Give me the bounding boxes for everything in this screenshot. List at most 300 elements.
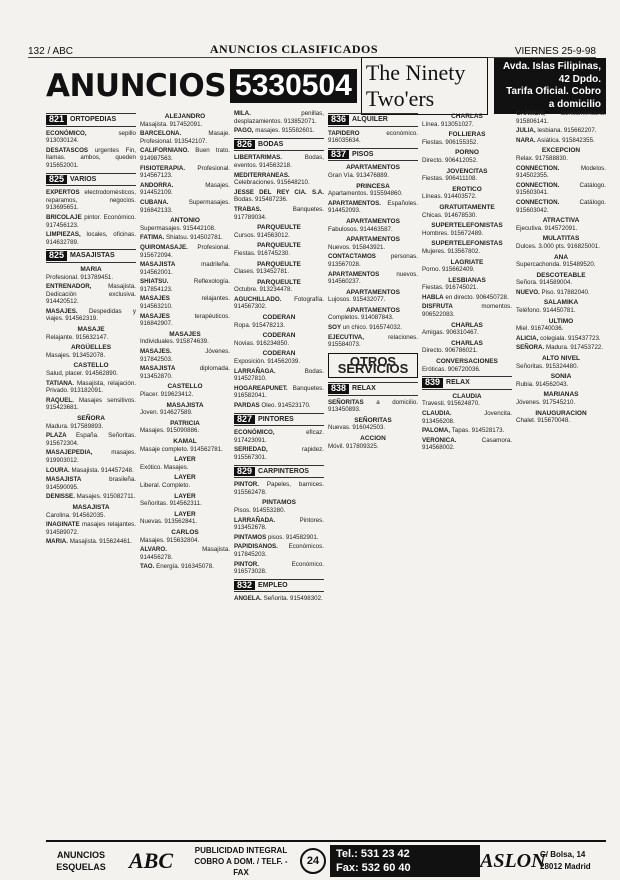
- ad-heading: PORNO: [455, 149, 479, 157]
- ad-text: Masajista. Dedicación exclusiva. 914420512.: [46, 283, 136, 306]
- ad-text: Pintores. 913452678.: [234, 516, 324, 532]
- ad-heading: ANA: [553, 253, 569, 261]
- ad-text: electrodomésticos, reparamos, negocios. 913695651.: [46, 189, 136, 212]
- ad-text: Papeles, barnices. 915562478.: [234, 481, 324, 496]
- ad-text: Eróticas. 906720036.: [422, 365, 481, 373]
- classified-ad: [422, 427, 512, 435]
- classified-ad: [46, 432, 136, 447]
- classified-ad: [234, 250, 324, 258]
- ad-lead: QUIROMASAJE.: [140, 243, 188, 251]
- ad-lead: CONNECTION.: [516, 198, 560, 206]
- classified-ad: [328, 334, 418, 349]
- ad-text: Exótico. Masajes.: [140, 463, 189, 471]
- ad-lead: MASAJES: [140, 295, 170, 303]
- classified-ad: [140, 338, 230, 346]
- ad-lead: VERONICA.: [422, 436, 457, 444]
- ad-text: momentos. 906522083.: [422, 303, 512, 319]
- ad-lead: ALVARO.: [140, 546, 167, 554]
- ad-text: masajes relajantes. 914589072.: [46, 521, 136, 536]
- classified-ad: [46, 467, 136, 475]
- ad-text: Fiestas. 916745230.: [234, 249, 291, 257]
- ad-lead: LIMPIEZAS,: [46, 231, 81, 239]
- ad-text: a domicilio. 913450893.: [328, 398, 418, 414]
- ad-text: relaciones. 915584073.: [328, 333, 418, 349]
- footer-fax: Fax: 532 60 40: [336, 862, 411, 874]
- ad-lead: TAO.: [140, 563, 155, 571]
- ad-text: Piso. 917882040.: [541, 288, 590, 296]
- ad-lead: CARMEN,: [516, 110, 545, 117]
- ad-lead: CONNECTION.: [516, 181, 560, 189]
- section-number: 826: [234, 140, 255, 150]
- ad-text: Oleo. 914523170.: [261, 402, 311, 409]
- ad-text: Profesional. 914567123.: [140, 164, 230, 180]
- ad-text: Buen trato. 914987563.: [140, 147, 230, 162]
- ad-text: Fiestas. 906155352.: [422, 138, 479, 146]
- classified-ad: [234, 286, 324, 294]
- ad-text: terapéuticos. 916842907.: [140, 312, 230, 328]
- ad-heading: LAYER: [174, 456, 196, 464]
- classified-ad: [516, 325, 606, 333]
- ad-lead: CUBANA.: [140, 198, 169, 206]
- ad-text: Móvil. 917809325.: [328, 442, 379, 450]
- ad-text: Amigas. 906310467.: [422, 329, 479, 337]
- classified-ad: [328, 424, 418, 432]
- ad-text: Ropa. 915478213.: [234, 321, 285, 329]
- ad-text: Gran Vía. 913476889.: [328, 171, 389, 179]
- ad-text: Madura. 917589893.: [46, 422, 104, 430]
- classified-ad: [46, 397, 136, 412]
- ad-text: Masajes. 915632804.: [140, 536, 200, 544]
- ad-text: en directo. 906450728.: [445, 293, 509, 301]
- ad-text: Supermasajes. 916842133.: [140, 198, 230, 214]
- ad-lead: MASAJES.: [140, 348, 172, 356]
- section-number: 825: [46, 251, 67, 261]
- classified-ad: [516, 363, 606, 371]
- ad-lead: APARTAMENTOS: [328, 270, 380, 278]
- ad-text: Línea. 913051027.: [422, 120, 474, 128]
- classified-ad: [140, 427, 230, 435]
- ad-text: Catálogo. 915603041.: [516, 181, 606, 197]
- classified-ad: [516, 335, 606, 343]
- ad-lead: SOY: [328, 324, 342, 332]
- ad-text: colegiala. 915437723.: [540, 334, 601, 342]
- classified-ad: [328, 253, 418, 268]
- classified-ad: [46, 380, 136, 395]
- anuncios-title: ANUNCIOS: [46, 67, 227, 104]
- ad-lead: MASAJISTA: [140, 261, 176, 269]
- ad-text: Banquetes. 916582041.: [234, 384, 324, 400]
- ad-text: nuevos. 914560237.: [328, 270, 418, 286]
- abc-logo: ABC: [128, 848, 174, 873]
- section-name: PISOS: [352, 150, 374, 158]
- ad-heading: ALTO NIVEL: [541, 355, 581, 363]
- ad-text: Fiestas. 906411108.: [422, 175, 478, 183]
- ad-text: Profesional. 915672094.: [140, 243, 230, 259]
- classified-ad: [516, 137, 606, 145]
- ad-lead: FISIOTERAPIA.: [140, 164, 186, 172]
- ad-text: Masajista. 917452091.: [140, 120, 203, 128]
- ad-heading: PARQUEULTE: [257, 260, 301, 268]
- ad-text: Salud, placer. 914562890.: [46, 370, 118, 378]
- classified-ad: [46, 449, 136, 464]
- section-header: [234, 413, 324, 427]
- classified-ad: [516, 307, 606, 315]
- ad-heading: PARQUEULTE: [257, 224, 301, 232]
- ad-heading: CHARLAS: [451, 113, 483, 120]
- ad-text: Masajista. 914457248.: [71, 466, 134, 474]
- ad-lead: DISFRUTA: [422, 303, 453, 311]
- ad-text: Supermasajes. 915442108.: [140, 224, 216, 232]
- ad-heading: SUPERTELEFONISTAS: [431, 240, 503, 248]
- footer-publicidad: [186, 845, 296, 878]
- classified-ad: [328, 443, 418, 451]
- ad-heading: CARLOS: [171, 528, 199, 536]
- ad-lead: INAGINATE: [46, 521, 80, 529]
- ad-text: latinoamericana. 915806141.: [516, 110, 606, 125]
- column-5: [422, 110, 512, 835]
- classified-ad: [140, 130, 230, 145]
- classified-ad: [46, 521, 136, 536]
- ad-lead: JULIA,: [516, 127, 536, 135]
- classified-ad: [328, 244, 418, 252]
- ad-lead: MILA.: [234, 110, 251, 117]
- ad-text: Dulces. 3.000 pts. 916825001.: [516, 242, 600, 250]
- classified-ad: [234, 429, 324, 444]
- ad-text: Masaje. Profesional. 913542107.: [140, 130, 230, 145]
- classified-ad: [140, 464, 230, 472]
- classified-ad: [140, 446, 230, 454]
- section-header: [234, 138, 324, 152]
- section-name: RELAX: [446, 379, 470, 387]
- classified-ad: [140, 182, 230, 197]
- section-number: 821: [46, 115, 67, 125]
- ad-heading: ATRACTIVA: [542, 217, 580, 225]
- ad-lead: TATIANA.: [46, 379, 74, 387]
- ad-text: Directo. 906412052.: [422, 156, 478, 164]
- classified-ad: [516, 261, 606, 269]
- classified-ad: [422, 303, 512, 318]
- ad-text: masajes. 915582601.: [255, 127, 315, 135]
- ad-heading: APARTAMENTOS: [346, 164, 400, 172]
- ad-heading: MULATITAS: [542, 235, 580, 243]
- ad-text: madrileña. 914562001.: [140, 261, 230, 276]
- ad-text: Mujeres. 913567802.: [422, 247, 481, 255]
- ad-text: Celebraciones. 915648210.: [234, 179, 310, 187]
- ad-text: Señorita. 915498302.: [263, 595, 323, 603]
- ad-lead: APARTAMENTOS.: [328, 199, 381, 207]
- ad-heading: PRINCESA: [356, 182, 390, 190]
- ad-text: Señora. 914589004.: [516, 279, 573, 287]
- classified-ad: [140, 482, 230, 490]
- classified-ad: [140, 121, 230, 129]
- classified-ad: [516, 344, 606, 352]
- classified-ad: [140, 518, 230, 526]
- ad-lead: PALOMA,: [422, 427, 451, 435]
- ad-lead: EJECUTIVA,: [328, 333, 364, 341]
- classified-ad: [422, 175, 512, 183]
- ad-heading: CODERAN: [262, 350, 296, 358]
- ad-text: Supercachonda. 915489520.: [516, 261, 596, 269]
- ad-text: Apartamentos. 915594860.: [328, 190, 403, 198]
- classified-ad: [516, 279, 606, 287]
- otros-servicios-box: OTROS SERVICIOS: [328, 353, 418, 378]
- section-number: 827: [234, 415, 255, 425]
- page-header: [28, 44, 596, 58]
- ad-text: masajes. 919903012.: [46, 449, 136, 464]
- ad-text: diplomada. 913452870.: [140, 365, 230, 380]
- footer-esquelas: ESQUELAS: [56, 862, 106, 872]
- ad-lead: MARIA.: [46, 538, 68, 546]
- ad-lead: PINTOR.: [234, 560, 259, 568]
- ad-text: Reflexología. 917854123.: [140, 278, 230, 293]
- ad-text: Carolina. 914562035.: [46, 511, 106, 519]
- ad-heading: APARTAMENTOS: [346, 288, 400, 296]
- column-3: [234, 110, 324, 835]
- ad-text: rapidez. 915567301.: [234, 446, 324, 461]
- classified-ad: [328, 314, 418, 322]
- classified-ad: [422, 139, 512, 147]
- classified-ad: [234, 358, 324, 366]
- classified-ad: [46, 189, 136, 212]
- ad-text: Bodas. 914527810.: [234, 367, 324, 383]
- ad-text: urgentes Fin, llamas. ambos, queden 915652001.: [46, 146, 136, 169]
- ad-text: Ejecutiva. 914572091.: [516, 224, 578, 232]
- ad-heading: SALAMIKA: [543, 299, 579, 307]
- classified-ad: [140, 261, 230, 276]
- classified-ad: [422, 193, 512, 201]
- classified-ad: [234, 368, 324, 383]
- ad-text: brasileña. 914590095.: [46, 476, 136, 491]
- ad-text: Económicos. 917845203.: [234, 543, 324, 558]
- classified-ad: [46, 283, 136, 306]
- classified-ad: [234, 481, 324, 496]
- ad-heading: ARGÜELLES: [70, 344, 112, 352]
- classified-ad: [234, 561, 324, 576]
- classified-ad: [140, 365, 230, 380]
- classified-ad: [234, 534, 324, 542]
- ad-lead: EXPERTOS: [46, 189, 80, 197]
- section-header: [46, 249, 136, 263]
- classified-ad: [516, 127, 606, 135]
- address-box: [494, 58, 606, 114]
- section-number: 839: [422, 378, 443, 388]
- ad-lead: MASAJISTA: [46, 476, 82, 484]
- classified-ad: [234, 507, 324, 515]
- classified-ad: [516, 225, 606, 233]
- section-name: VARIOS: [70, 175, 97, 183]
- section-header: [234, 465, 324, 479]
- ad-heading: GRATUITAMENTE: [439, 203, 495, 211]
- ad-lead: MASAJISTA: [140, 365, 176, 373]
- classified-ad: [46, 334, 136, 342]
- ad-text: Fabulosos. 914463587.: [328, 225, 393, 233]
- ad-text: Jóvenes. 917545210.: [516, 399, 576, 406]
- ad-heading: CASTELLO: [73, 362, 109, 370]
- classified-ad: [46, 370, 136, 378]
- footer-ad: [46, 840, 606, 880]
- ad-text: Relax. 917588830.: [516, 154, 568, 162]
- classified-ad: [140, 244, 230, 259]
- classified-ad: [234, 110, 324, 125]
- classified-ad: [328, 271, 418, 286]
- ad-text: Exposición. 914562039.: [234, 358, 301, 366]
- ad-heading: PARQUEULTE: [257, 278, 301, 286]
- classified-ad: [46, 308, 136, 323]
- ad-heading: CODERAN: [262, 314, 296, 322]
- banner-phone: 5330504: [230, 69, 357, 103]
- ad-lead: ECONÓMICO,: [234, 429, 275, 437]
- ad-heading: MASAJES: [169, 330, 201, 338]
- ad-lead: FATIMA.: [140, 234, 165, 242]
- ad-lead: SHIATSU.: [140, 278, 169, 286]
- classified-ad: [140, 278, 230, 293]
- classified-ad: [422, 294, 512, 302]
- ad-text: Miel. 916740036.: [516, 325, 564, 333]
- classified-ad: [140, 165, 230, 180]
- ad-heading: DESCOTEABLE: [536, 271, 586, 279]
- ad-lead: RAQUEL.: [46, 396, 74, 404]
- ad-lead: BARCELONA.: [140, 130, 182, 138]
- ad-text: eficaz. 917423091.: [234, 429, 324, 444]
- classified-ad: [328, 226, 418, 234]
- classified-ad: [140, 225, 230, 233]
- ad-text: Masajista. 915624461.: [69, 538, 132, 546]
- classified-ad: [234, 127, 324, 135]
- section-header: [234, 579, 324, 593]
- page-number: 132 / ABC: [28, 46, 74, 57]
- ad-heading: LESBIANAS: [448, 276, 486, 284]
- classified-ad: [234, 296, 324, 311]
- ad-lead: PINTOR.: [234, 481, 259, 489]
- ad-heading: CODERAN: [262, 332, 296, 340]
- classified-ad: [516, 243, 606, 251]
- classified-ad: [516, 417, 606, 425]
- ad-lead: SEÑORITAS: [328, 398, 364, 406]
- classified-ad: [234, 206, 324, 221]
- section-header: [46, 113, 136, 127]
- section-number: 832: [234, 581, 255, 591]
- ad-text: Fotografía. 914567302.: [234, 295, 324, 311]
- classified-ad: [422, 212, 512, 220]
- ad-text: Despedidas y viajes. 914562319.: [46, 307, 136, 323]
- classified-ad: [140, 391, 230, 399]
- classified-ad: [46, 130, 136, 145]
- classified-ad: [422, 347, 512, 355]
- classified-ad: [234, 340, 324, 348]
- ad-lead: LIBERTARIMAS.: [234, 154, 283, 162]
- ad-text: Casamora. 914568002.: [422, 436, 512, 452]
- ad-text: sepillo 913030124.: [46, 129, 136, 145]
- classified-ad: [234, 385, 324, 400]
- ad-text: Cursos. 914563012.: [234, 231, 290, 239]
- column-1: [46, 110, 136, 835]
- classified-ad: [140, 409, 230, 417]
- ad-heading: LAYER: [174, 492, 196, 500]
- ad-text: Masajista, relajación. Privado. 913182091.: [46, 379, 136, 395]
- classified-ad: [422, 248, 512, 256]
- ad-lead: JESSE DEL REY CIA. S.A.: [234, 188, 324, 196]
- classified-ad: [422, 329, 512, 337]
- column-2: [140, 110, 230, 835]
- classified-ad: [328, 296, 418, 304]
- ad-text: Lujosos. 915432077.: [328, 296, 386, 304]
- ad-text: lesbiana. 915662207.: [537, 127, 597, 135]
- ad-text: Shiatsu. 914502781.: [166, 234, 223, 242]
- ad-heading: FOLLIERAS: [448, 131, 486, 139]
- issue-date: VIERNES 25-9-98: [514, 46, 596, 57]
- ad-lead: MASAJES.: [46, 307, 78, 315]
- ad-heading: INAUGURACION: [535, 409, 587, 417]
- ad-lead: MASAJEPEDIA,: [46, 449, 93, 457]
- section-header: [46, 173, 136, 187]
- ad-text: Nuevas. 913562841.: [140, 518, 198, 526]
- ad-text: Rubia. 914562043.: [516, 380, 569, 388]
- classified-ad: [516, 289, 606, 297]
- section-header: [328, 148, 418, 162]
- ad-lead: AGUCHILLADO.: [234, 295, 282, 303]
- ad-lead: MEDITERRANEAS.: [234, 171, 290, 179]
- cobro-domicilio: COBRO A DOM. / TELF. - FAX: [194, 856, 288, 877]
- classified-ad: [516, 155, 606, 163]
- ad-text: relajantes. 914563210.: [140, 295, 230, 311]
- ad-lead: NUEVO.: [516, 288, 540, 296]
- classified-ad: [46, 147, 136, 170]
- ad-heading: MASAJISTA: [166, 401, 204, 409]
- classified-ad: [46, 512, 136, 520]
- ad-text: Económico. 916573028.: [234, 560, 324, 576]
- classified-ad: [234, 232, 324, 240]
- section-header: [328, 113, 418, 127]
- aslon-logo: ASLON: [480, 849, 546, 872]
- ad-lead: TAPIDERO: [328, 129, 360, 137]
- classified-ad: [328, 130, 418, 145]
- classified-ad: [234, 517, 324, 532]
- ad-lead: ANGELA.: [234, 595, 262, 603]
- classified-ad: [422, 366, 512, 374]
- ad-heading: CHARLAS: [451, 321, 483, 329]
- classified-ad: [234, 402, 324, 410]
- ad-text: Directo. 906786021.: [422, 347, 478, 355]
- classified-ad: [516, 399, 606, 407]
- classified-ad: [328, 399, 418, 414]
- classified-ad: [140, 147, 230, 162]
- ad-text: Jóvenes. 917842503.: [140, 348, 230, 363]
- section-name: MASAJISTAS: [70, 252, 115, 260]
- ad-text: locales, oficinas. 914632789.: [46, 231, 136, 246]
- classified-ad: [46, 538, 136, 546]
- ad-heading: PATRICIA: [170, 419, 200, 427]
- classified-ad: [234, 268, 324, 276]
- classified-ad: [422, 266, 512, 274]
- ad-heading: APARTAMENTOS: [346, 217, 400, 225]
- ad-heading: CHARLAS: [451, 339, 483, 347]
- ad-text: Completos. 914087843.: [328, 314, 394, 322]
- ad-heading: APARTAMENTOS: [346, 236, 400, 244]
- ad-text: Masaje completo. 914562781.: [140, 445, 223, 453]
- ad-heading: PINTAMOS: [262, 499, 296, 507]
- classified-ad: [46, 214, 136, 229]
- classified-ad: [46, 274, 136, 282]
- column-4: [328, 110, 418, 835]
- ad-text: Porno. 915662409.: [422, 266, 475, 274]
- classified-ad: [422, 121, 512, 129]
- ad-heading: SEÑORA: [77, 415, 105, 422]
- ad-lead: PINTAMOS: [234, 533, 267, 541]
- ad-heading: MASAJE: [77, 326, 105, 334]
- classified-ad: [234, 446, 324, 461]
- classified-ad: [140, 546, 230, 561]
- classified-ad: [234, 595, 324, 603]
